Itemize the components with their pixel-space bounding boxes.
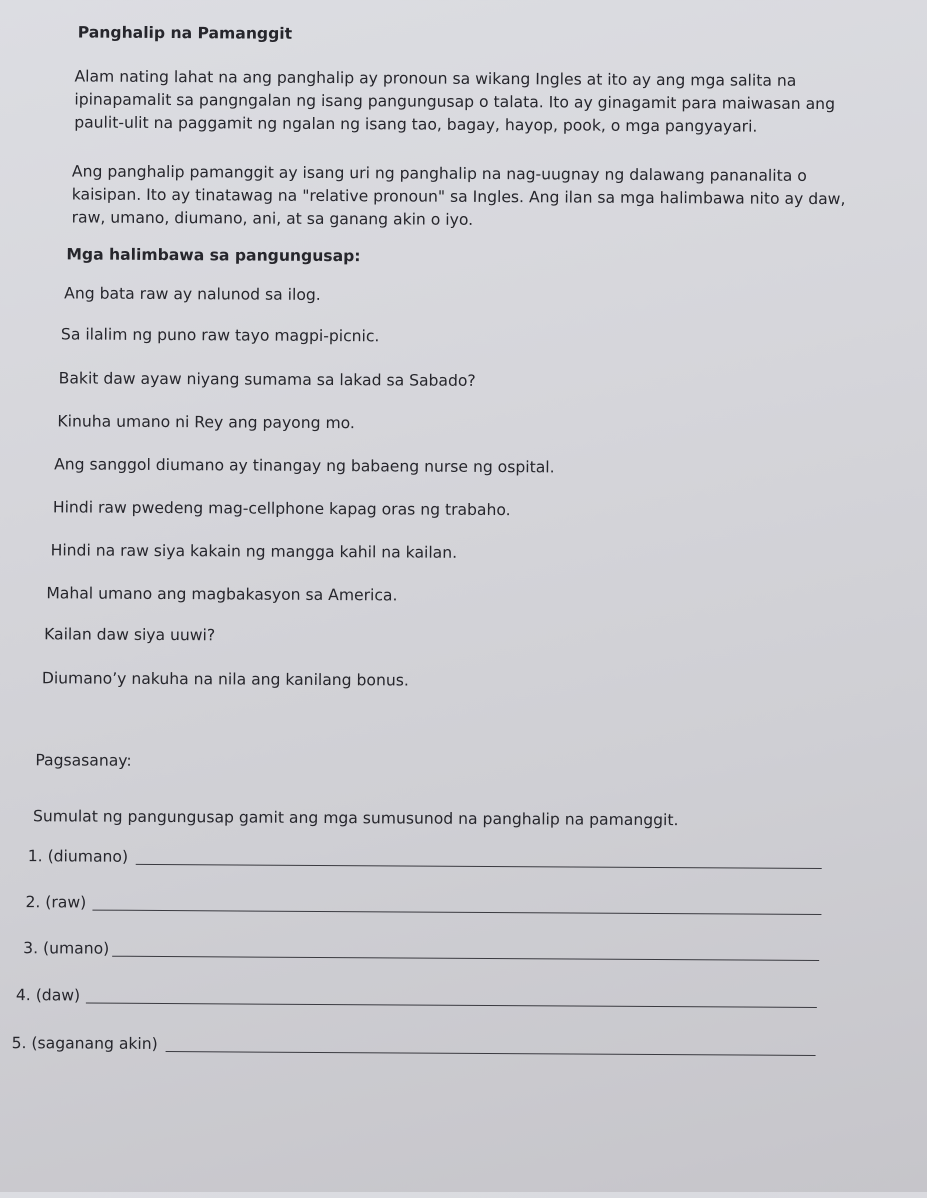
- exercise-instruction: Sumulat ng pangungusap gamit ang mga sumusunod na panghalip na pamanggit.: [32, 807, 679, 830]
- example-sentence: Diumano’y nakuha na nila ang kanilang bonus.: [41, 669, 409, 690]
- exercise-item-label: 4. (daw): [15, 986, 81, 1005]
- example-sentence: Sa ilalim ng puno raw tayo magpi-picnic.: [60, 325, 380, 346]
- example-sentence: Mahal umano ang magbakasyon sa America.: [46, 584, 398, 605]
- exercise-item-label: 3. (umano): [23, 939, 110, 958]
- exercise-item-label: 2. (raw): [25, 893, 87, 912]
- example-sentence: Bakit daw ayaw niyang sumama sa lakad sa Sabado?: [58, 369, 476, 390]
- answer-line[interactable]: [166, 1051, 816, 1056]
- page-title: Panghalip na Pamanggit: [77, 23, 293, 43]
- exercise-item-label: 1. (diumano): [27, 847, 129, 866]
- intro-paragraph-2: Ang panghalip pamanggit ay isang uri ng panghalip na nag-uugnay ng dalawang pananalita o kaisipan. Ito ay tinatawag na "relative pronoun" sa Ingles. Ang ilan sa mga halimbawa nito ay daw, raw, umano, diumano, ani, at sa ganang akin o iyo.: [71, 162, 846, 229]
- example-sentence: Kinuha umano ni Rey ang payong mo.: [57, 412, 355, 433]
- answer-line[interactable]: [92, 910, 821, 915]
- examples-heading: Mga halimbawa sa pangungusap:: [66, 245, 361, 266]
- example-sentence: Hindi na raw siya kakain ng mangga kahil na kailan.: [50, 541, 458, 562]
- answer-line[interactable]: [136, 864, 822, 869]
- exercise-heading: Pagsasanay:: [35, 751, 132, 770]
- example-sentence: Ang bata raw ay nalunod sa ilog.: [64, 284, 321, 304]
- answer-line[interactable]: [112, 956, 819, 961]
- example-sentence: Ang sanggol diumano ay tinangay ng babaeng nurse ng ospital.: [54, 455, 555, 477]
- answer-line[interactable]: [86, 1003, 817, 1008]
- intro-paragraph-1: Alam nating lahat na ang panghalip ay pronoun sa wikang Ingles at ito ay ang mga salita na ipinapamalit sa pangngalan ng isang pangungusap o talata. Ito ay ginagamit para maiwasan ang paulit-ulit na paggamit ng ngalan ng isang tao, bagay, hayop, pook, o mga pangyayari.: [74, 67, 836, 136]
- example-sentence: Kailan daw siya uuwi?: [44, 625, 216, 645]
- example-sentence: Hindi raw pwedeng mag-cellphone kapag oras ng trabaho.: [52, 498, 511, 520]
- exercise-item-label: 5. (saganang akin): [11, 1034, 158, 1053]
